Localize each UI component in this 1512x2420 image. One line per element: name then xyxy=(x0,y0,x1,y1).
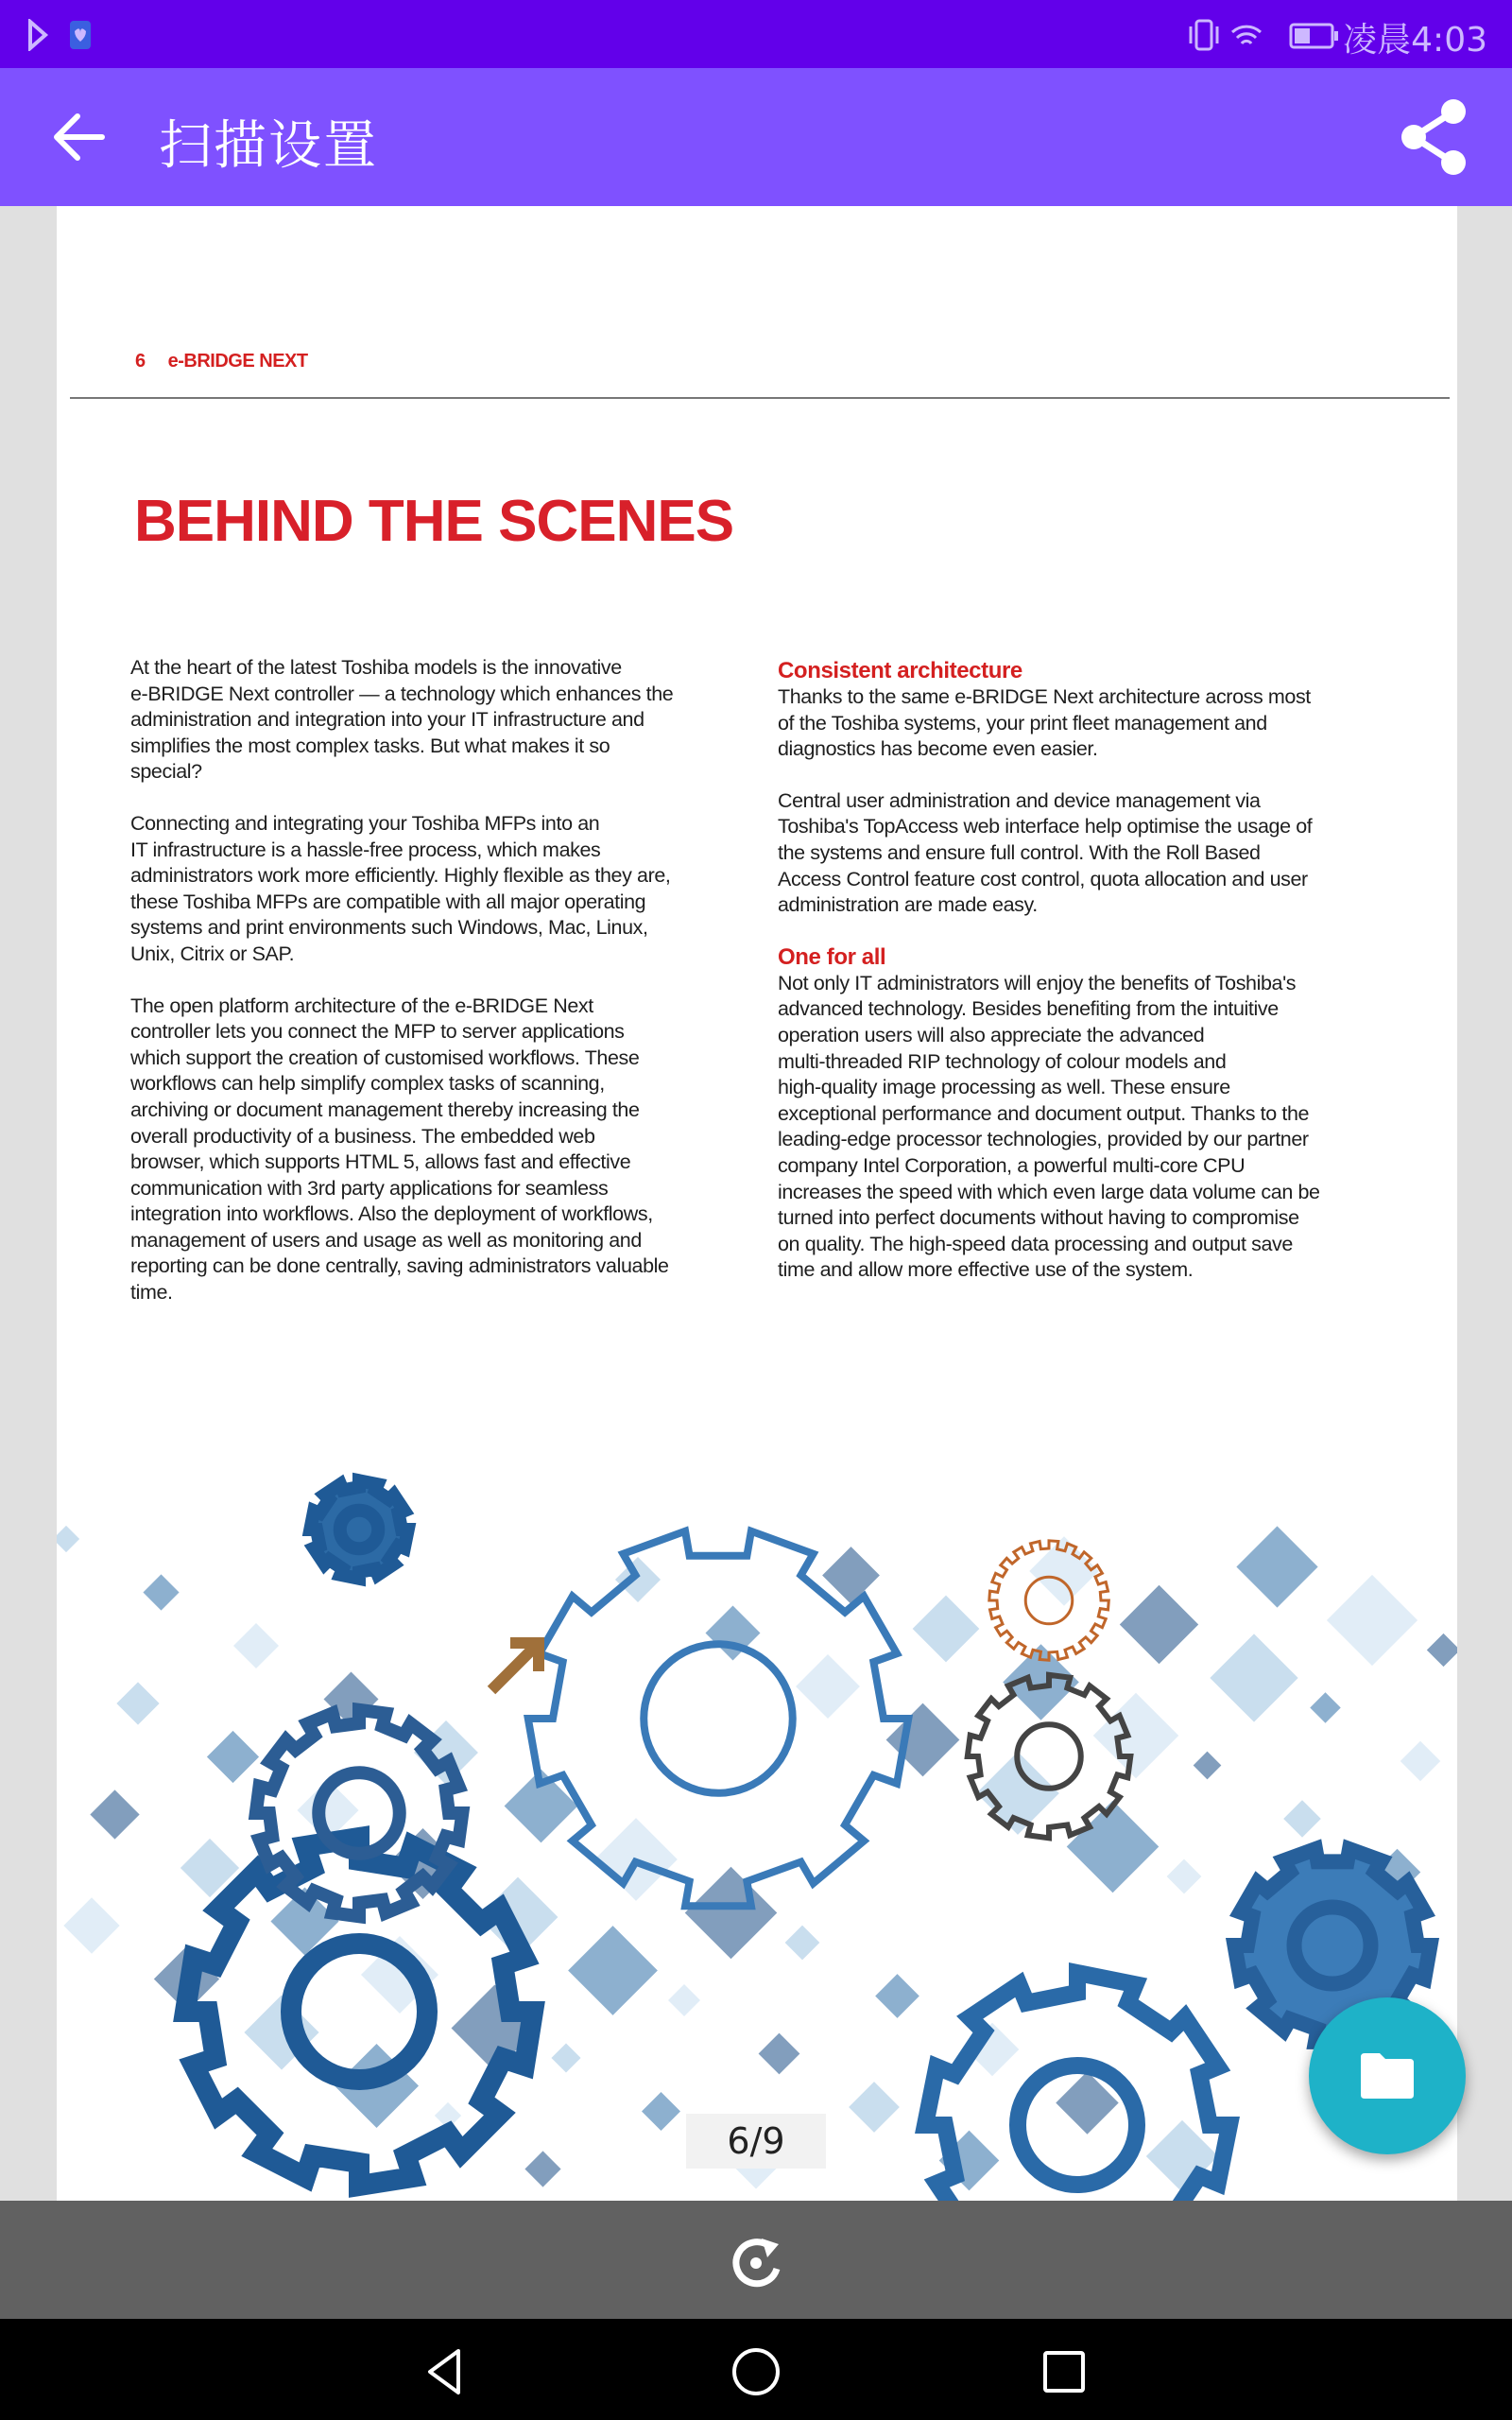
text-line: administrators work more efficiently. Highly flexible as they are, xyxy=(130,864,671,888)
running-head xyxy=(135,351,308,372)
paragraph xyxy=(130,994,673,1306)
text-line: special? xyxy=(130,760,202,784)
text-line: reporting can be done centrally, saving administrators valuable xyxy=(130,1254,669,1278)
right-column xyxy=(778,658,1320,1309)
decorative-diamond xyxy=(568,1926,658,2015)
decorative-diamond xyxy=(1210,1634,1297,1721)
text-line: turned into perfect documents without having to compromise xyxy=(778,1206,1299,1230)
gear-icon xyxy=(310,1480,408,1579)
decorative-diamond xyxy=(913,1596,980,1663)
arrow-back-icon[interactable] xyxy=(49,106,115,168)
decorative-diamond xyxy=(668,1984,700,2016)
decorative-diamond xyxy=(685,1867,778,1960)
text-line: diagnostics has become even easier. xyxy=(778,737,1098,761)
decorative-diamond xyxy=(1067,1801,1160,1893)
header-divider xyxy=(70,397,1450,399)
paragraph xyxy=(130,655,673,786)
document-title: BEHIND THE SCENES xyxy=(134,489,734,554)
home-circle-icon[interactable] xyxy=(728,2343,784,2400)
status-bar xyxy=(0,0,1512,68)
page-title: 扫描设置 xyxy=(159,115,378,177)
recents-square-icon[interactable] xyxy=(1036,2343,1092,2400)
bottom-toolbar xyxy=(0,2201,1512,2319)
decorative-diamond xyxy=(57,1526,79,1552)
text-line: company Intel Corporation, a powerful multi-core CPU xyxy=(778,1153,1246,1177)
decorative-diamond xyxy=(615,1557,661,1602)
system-status-icons xyxy=(1187,17,1348,53)
text-line: Central user administration and device management via xyxy=(778,788,1261,812)
decorative-diamond xyxy=(875,1974,919,2018)
section xyxy=(778,944,1320,1284)
decorative-diamond xyxy=(822,1547,880,1604)
section xyxy=(778,788,1320,919)
text-line: time. xyxy=(130,1281,173,1305)
decorative-diamond xyxy=(785,1926,820,1961)
decorative-diamond xyxy=(207,1731,259,1783)
text-line: Connecting and integrating your Toshiba MFPs into an xyxy=(130,811,600,835)
left-column xyxy=(130,655,673,1332)
text-line: communication with 3rd party applications for seamless xyxy=(130,1176,609,1200)
back-triangle-icon[interactable] xyxy=(419,2343,475,2400)
text-line: of the Toshiba systems, your print fleet management and xyxy=(778,711,1267,735)
text-line: administration are made easy. xyxy=(778,893,1038,917)
decorative-diamond xyxy=(1427,1634,1457,1667)
document-page xyxy=(57,206,1457,2201)
text-line: The open platform architecture of the e-BRIDGE Next xyxy=(130,994,593,1017)
decorative-diamond xyxy=(233,1623,279,1668)
rotate-icon[interactable] xyxy=(720,2233,792,2290)
page-number: 6 xyxy=(135,351,146,372)
decorative-diamond xyxy=(1400,1741,1440,1781)
gear-hub xyxy=(644,1644,793,1793)
folder-icon xyxy=(1359,2051,1416,2100)
decorative-diamond xyxy=(116,1682,159,1724)
gears-illustration xyxy=(57,1416,1457,2201)
text-line: the systems and ensure full control. With the Roll Based xyxy=(778,840,1261,864)
decorative-diamond xyxy=(1120,1585,1198,1664)
text-line: browser, which supports HTML 5, allows fast and effective xyxy=(130,1150,631,1174)
text-line: leading-edge processor technologies, provided by our partner xyxy=(778,1128,1309,1151)
decorative-diamond xyxy=(1194,1752,1222,1780)
decorative-diamond xyxy=(524,2151,560,2187)
page-indicator: 6/9 xyxy=(686,2114,826,2169)
section-heading: Consistent architecture xyxy=(778,658,1022,683)
gear-icon xyxy=(256,1710,463,1917)
text-line: workflows can help simplify complex tasks of scanning, xyxy=(130,1072,605,1096)
text-line: IT infrastructure is a hassle-free process, which makes xyxy=(130,838,601,861)
section-heading: One for all xyxy=(778,943,886,970)
text-line: multi-threaded RIP technology of colour models and xyxy=(778,1049,1227,1073)
decorative-diamond xyxy=(1310,1692,1341,1723)
decorative-diamond xyxy=(90,1789,139,1839)
decorative-diamond xyxy=(759,2033,800,2075)
text-line: integration into workflows. Also the deployment of workflows, xyxy=(130,1202,653,1226)
running-head-title: e-BRIDGE NEXT xyxy=(167,351,308,372)
text-line: Access Control feature cost control, quota allocation and user xyxy=(778,867,1308,890)
text-line: At the heart of the latest Toshiba models is the innovative xyxy=(130,656,622,679)
arrow-icon xyxy=(491,1643,539,1690)
text-line: archiving or document management thereby increasing the xyxy=(130,1098,640,1121)
text-line: overall productivity of a business. The embedded web xyxy=(130,1124,595,1148)
text-line: management of users and usage as well as monitoring and xyxy=(130,1228,642,1252)
gear-hub xyxy=(291,1944,427,2080)
decorative-diamond xyxy=(642,2092,680,2131)
paragraph xyxy=(130,811,673,968)
document-viewer[interactable] xyxy=(0,206,1512,2201)
decorative-diamond xyxy=(796,1654,860,1719)
app-bar xyxy=(0,68,1512,206)
decorative-diamond xyxy=(551,2043,580,2072)
text-line: e-BRIDGE Next controller — a technology which enhances the xyxy=(130,682,674,705)
text-line: increases the speed with which even large data volume can be xyxy=(778,1180,1320,1203)
text-line: Unix, Citrix or SAP. xyxy=(130,942,295,965)
decorative-diamond xyxy=(1167,1859,1202,1894)
text-line: simplifies the most complex tasks. But what makes it so xyxy=(130,734,610,757)
decorative-diamond xyxy=(1093,1693,1179,1779)
text-line: high-quality image processing as well. These ensure xyxy=(778,1076,1230,1099)
decorative-diamond xyxy=(63,1897,119,1953)
text-line: on quality. The high-speed data processing and output save xyxy=(778,1232,1293,1255)
text-line: which support the creation of customised workflows. These xyxy=(130,1046,640,1069)
text-line: controller lets you connect the MFP to server applications xyxy=(130,1020,625,1044)
decorative-diamond xyxy=(143,1574,179,1610)
clock: 凌晨4:03 xyxy=(1343,21,1487,60)
text-line: Not only IT administrators will enjoy the benefits of Toshiba's xyxy=(778,971,1297,994)
text-line: Toshiba's TopAccess web interface help optimise the usage of xyxy=(778,815,1313,838)
navigation-bar xyxy=(0,2319,1512,2420)
section xyxy=(778,658,1320,763)
text-line: advanced technology. Besides benefiting from the intuitive xyxy=(778,997,1279,1021)
decorative-diamond xyxy=(1236,1526,1317,1607)
decorative-diamond xyxy=(1283,1800,1321,1838)
text-line: operation users will also appreciate the advanced xyxy=(778,1023,1205,1046)
open-folder-button[interactable] xyxy=(1309,1997,1466,2154)
text-line: administration and integration into your IT infrastructure and xyxy=(130,708,644,732)
text-line: systems and print environments such Windows, Mac, Linux, xyxy=(130,916,648,940)
share-icon[interactable] xyxy=(1397,96,1472,178)
decorative-diamond xyxy=(1327,1575,1418,1666)
text-line: time and allow more effective use of the system. xyxy=(778,1258,1194,1282)
decorative-diamond xyxy=(849,2082,900,2133)
text-line: Thanks to the same e-BRIDGE Next architecture across most xyxy=(778,685,1311,708)
text-line: these Toshiba MFPs are compatible with all major operating xyxy=(130,890,646,913)
gear-hub xyxy=(1017,1724,1081,1789)
notification-icons xyxy=(28,19,104,51)
text-line: exceptional performance and document output. Thanks to the xyxy=(778,1101,1310,1125)
